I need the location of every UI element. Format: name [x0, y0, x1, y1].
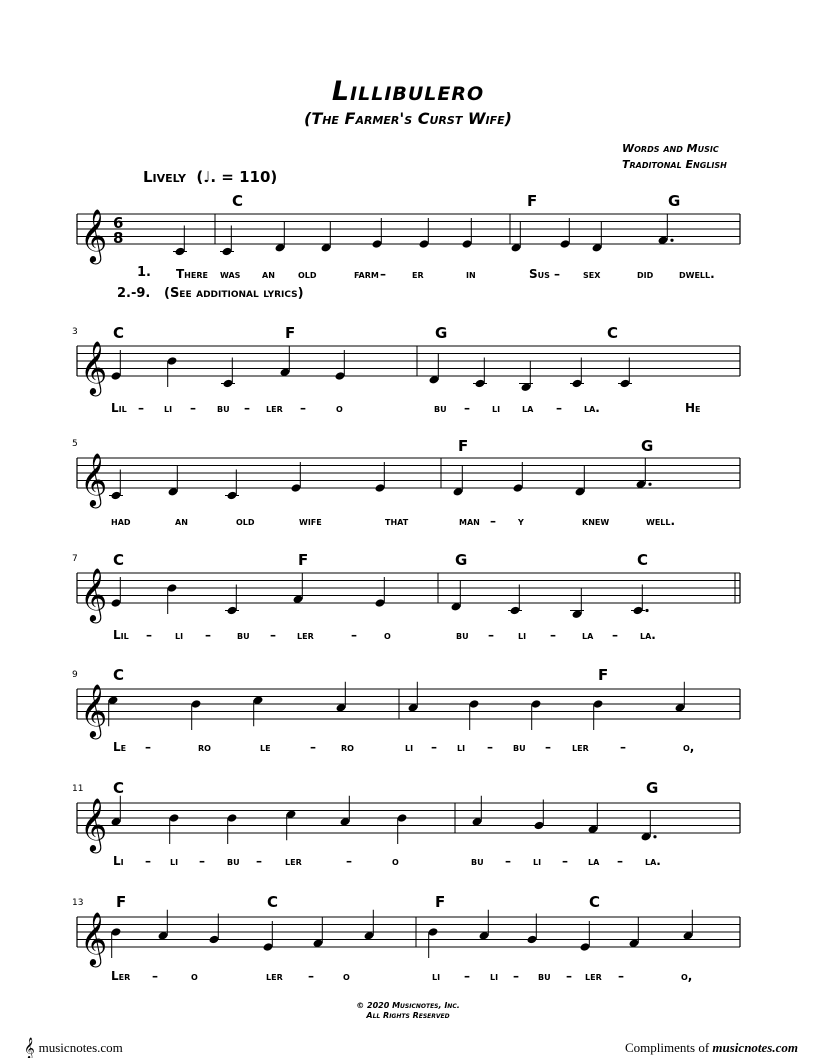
lyric-syllable: la — [522, 401, 534, 415]
chord-symbol: C — [113, 666, 125, 684]
lyric-syllable: o — [191, 969, 198, 983]
staff-system-6 — [72, 779, 740, 868]
note — [527, 914, 538, 945]
lyric-syllable: – — [346, 854, 352, 868]
chord-symbol: C — [113, 324, 125, 342]
staff-system-2 — [72, 324, 740, 415]
note — [293, 573, 304, 604]
lyric-syllable: li — [492, 401, 501, 415]
note — [428, 927, 439, 958]
note — [191, 699, 202, 730]
lyric-syllable: er — [412, 267, 424, 281]
lyric-syllable: – — [190, 401, 196, 415]
lyric-syllable: knew — [582, 514, 610, 528]
note — [473, 358, 487, 389]
chord-symbol: C — [113, 551, 125, 569]
lyric-syllable: li — [432, 969, 441, 983]
lyric-syllable: la. — [584, 401, 600, 415]
lyric-syllable: li — [490, 969, 499, 983]
note-dot — [670, 239, 673, 242]
lyric-syllable: li — [457, 740, 466, 754]
lyric-syllable: There — [176, 267, 208, 281]
chord-symbol: F — [598, 666, 609, 684]
lyric-syllable: – — [464, 401, 470, 415]
note — [225, 470, 239, 501]
note — [419, 218, 430, 249]
note — [397, 813, 408, 844]
lyric-syllable: ler — [266, 969, 283, 983]
note — [570, 588, 584, 619]
lyric-syllable: – — [618, 969, 624, 983]
lyric-syllable: la. — [640, 628, 656, 642]
lyric-syllable: Ler — [111, 969, 131, 983]
lyric-syllable: la. — [645, 854, 661, 868]
treble-clef-icon: 𝄞 — [80, 208, 108, 262]
measure-number: 11 — [72, 784, 84, 794]
note-dot — [648, 483, 651, 486]
lyric-syllable: an — [262, 267, 275, 281]
chord-symbol: G — [455, 551, 468, 569]
lyric-syllable: – — [620, 740, 626, 754]
note — [451, 581, 462, 612]
staff-system-4 — [72, 551, 740, 642]
lyric-syllable: – — [256, 854, 262, 868]
lyric-syllable: – — [199, 854, 205, 868]
lyric-syllable: was — [220, 267, 241, 281]
note — [220, 226, 234, 257]
lyric-syllable: Le — [113, 740, 127, 754]
lyric-syllable: – — [270, 628, 276, 642]
note — [335, 350, 346, 381]
note — [225, 585, 239, 616]
lyric-syllable: Lil — [113, 628, 129, 642]
note — [291, 462, 302, 493]
note — [519, 361, 533, 392]
note — [592, 222, 603, 253]
note — [472, 796, 483, 827]
footer-right-site: musicnotes.com — [712, 1040, 798, 1055]
chord-symbol: F — [458, 437, 469, 455]
lyric-syllable: – — [617, 854, 623, 868]
lyric-syllable: – — [490, 514, 496, 528]
copyright-line-1: © 2020 Musicnotes, Inc. — [356, 1001, 460, 1010]
lyric-syllable: bu — [227, 854, 240, 868]
lyric-syllable: o — [336, 401, 343, 415]
lyric-syllable: – — [464, 969, 470, 983]
see-additional-lyrics: (See additional lyrics) — [164, 286, 304, 301]
lyric-syllable: – — [505, 854, 511, 868]
note — [375, 462, 386, 493]
lyric-syllable: Li — [113, 854, 124, 868]
tempo-marking: Lively (♩. = 110) — [143, 168, 278, 186]
treble-clef-icon: 𝄞 — [80, 340, 108, 394]
song-subtitle: (The Farmer's Curst Wife) — [304, 109, 512, 128]
note — [631, 585, 649, 616]
lyric-syllable: man — [459, 514, 480, 528]
lyric-syllable: – — [308, 969, 314, 983]
lyric-syllable: farm — [354, 267, 379, 281]
lyric-syllable: – — [145, 740, 151, 754]
verse-label-1: 1. — [137, 265, 151, 280]
lyric-syllable: li — [405, 740, 414, 754]
note — [629, 917, 640, 948]
tempo-note-icon: ♩. — [203, 168, 217, 186]
lyric-syllable: ro — [198, 740, 211, 754]
note — [336, 682, 347, 713]
note-dot — [645, 609, 648, 612]
chord-symbol: F — [527, 192, 538, 210]
lyric-syllable: bu — [471, 854, 484, 868]
note — [111, 927, 122, 958]
note — [109, 470, 123, 501]
note — [618, 358, 632, 389]
note — [263, 921, 274, 952]
chord-symbol: C — [113, 779, 125, 797]
note — [588, 803, 599, 834]
treble-clef-icon: 𝄞 — [80, 683, 108, 737]
treble-clef-icon: 𝄞 — [80, 452, 108, 506]
note — [508, 585, 522, 616]
note — [167, 583, 178, 614]
chord-symbol: G — [435, 324, 448, 342]
lyric-syllable: li — [518, 628, 527, 642]
note — [111, 350, 122, 381]
lyric-syllable: old — [298, 267, 317, 281]
note — [469, 699, 480, 730]
lyric-syllable: – — [310, 740, 316, 754]
lyric-syllable: la — [588, 854, 600, 868]
lyric-syllable: bu — [456, 628, 469, 642]
copyright-line-2: All Rights Reserved — [366, 1011, 450, 1020]
chord-symbol: C — [232, 192, 244, 210]
measure-number: 9 — [72, 670, 78, 680]
lyric-syllable: – — [431, 740, 437, 754]
note — [158, 910, 169, 941]
lyric-syllable: – — [513, 969, 519, 983]
lyric-syllable: li — [164, 401, 173, 415]
lyric-syllable: – — [145, 854, 151, 868]
lyric-syllable: o — [384, 628, 391, 642]
verse-label-2: 2.-9. — [117, 286, 151, 301]
staff-system-7 — [72, 893, 740, 983]
footer-left — [24, 1040, 123, 1056]
footer-left-site: musicnotes.com — [38, 1040, 123, 1055]
note — [675, 682, 686, 713]
note — [683, 910, 694, 941]
time-signature-bottom: 8 — [113, 229, 124, 247]
note — [534, 800, 545, 831]
staff-system-3 — [72, 437, 740, 528]
note — [111, 577, 122, 608]
lyric-syllable: He — [685, 401, 701, 415]
note — [313, 917, 324, 948]
lyric-syllable: bu — [538, 969, 551, 983]
note — [280, 346, 291, 377]
note — [462, 218, 473, 249]
lyric-syllable: – — [612, 628, 618, 642]
lyric-syllable: Lil — [111, 401, 127, 415]
lyric-syllable: in — [466, 267, 476, 281]
note — [275, 222, 286, 253]
time-signature-top: 6 — [113, 214, 124, 232]
note — [408, 682, 419, 713]
credits-line-2: Traditonal English — [622, 158, 727, 171]
lyric-syllable: – — [146, 628, 152, 642]
lyric-syllable: ler — [572, 740, 589, 754]
note — [593, 699, 604, 730]
lyric-syllable: o, — [681, 969, 693, 983]
lyric-syllable: li — [170, 854, 179, 868]
note — [375, 577, 386, 608]
lyric-syllable: – — [556, 401, 562, 415]
chord-symbol: G — [668, 192, 681, 210]
note — [531, 699, 542, 730]
note — [286, 809, 297, 840]
lyric-syllable: – — [566, 969, 572, 983]
chord-symbol: F — [298, 551, 309, 569]
note — [511, 222, 522, 253]
note — [167, 356, 178, 387]
credits-line-1: Words and Music — [622, 142, 719, 155]
lyric-syllable: ro — [341, 740, 354, 754]
note — [636, 458, 652, 489]
lyric-syllable: la — [582, 628, 594, 642]
lyric-syllable: o — [343, 969, 350, 983]
chord-symbol: F — [435, 893, 446, 911]
lyric-syllable: bu — [513, 740, 526, 754]
lyric-syllable: – — [300, 401, 306, 415]
note — [658, 214, 674, 245]
note — [364, 910, 375, 941]
lyric-syllable: dwell. — [679, 267, 715, 281]
song-title: Lillibulero — [331, 76, 485, 107]
lyric-syllable: le — [260, 740, 271, 754]
lyric-syllable: bu — [237, 628, 250, 642]
measure-number: 13 — [72, 898, 84, 908]
lyric-syllable: – — [550, 628, 556, 642]
lyric-syllable: an — [175, 514, 188, 528]
note — [321, 222, 332, 253]
chord-symbol: G — [641, 437, 654, 455]
lyric-syllable: Sus — [529, 267, 550, 281]
treble-clef-icon: 𝄞 — [80, 567, 108, 621]
measure-number: 5 — [72, 439, 78, 449]
measure-number: 7 — [72, 554, 78, 564]
lyric-syllable: o — [392, 854, 399, 868]
note — [372, 218, 383, 249]
note — [173, 226, 187, 257]
lyric-syllable: – — [138, 401, 144, 415]
note — [580, 921, 591, 952]
note — [168, 466, 179, 497]
note — [479, 910, 490, 941]
lyric-syllable: did — [637, 267, 654, 281]
measure-number: 3 — [72, 327, 78, 337]
note — [560, 218, 571, 249]
note — [111, 796, 122, 827]
lyric-syllable: had — [111, 514, 131, 528]
lyric-syllable: ler — [585, 969, 602, 983]
lyric-syllable: o, — [683, 740, 695, 754]
lyric-syllable: bu — [434, 401, 447, 415]
musicnotes-logo-icon: 𝄞 — [24, 1038, 35, 1058]
note — [221, 358, 235, 389]
lyric-syllable: ler — [266, 401, 283, 415]
note — [641, 811, 657, 842]
tempo-word: Lively — [143, 168, 186, 186]
lyric-syllable: – — [351, 628, 357, 642]
lyric-syllable: sex — [583, 267, 601, 281]
lyric-syllable: – — [244, 401, 250, 415]
lyric-syllable: – — [562, 854, 568, 868]
lyric-syllable: – — [554, 267, 560, 281]
lyric-syllable: y — [518, 514, 524, 528]
chord-symbol: F — [116, 893, 127, 911]
lyric-syllable: li — [533, 854, 542, 868]
lyric-syllable: ler — [285, 854, 302, 868]
lyric-syllable: – — [152, 969, 158, 983]
note-dot — [653, 835, 656, 838]
note — [169, 813, 180, 844]
lyric-syllable: – — [205, 628, 211, 642]
lyric-syllable: well. — [646, 514, 676, 528]
footer-right-prefix: Compliments of — [625, 1040, 710, 1055]
note — [340, 796, 351, 827]
lyric-syllable: bu — [217, 401, 230, 415]
chord-symbol: C — [607, 324, 619, 342]
lyric-syllable: – — [380, 267, 386, 281]
note — [429, 354, 440, 385]
lyric-syllable: wife — [299, 514, 322, 528]
staff-system-5 — [72, 666, 740, 754]
chord-symbol: C — [589, 893, 601, 911]
lyric-syllable: old — [236, 514, 255, 528]
lyric-syllable: – — [488, 628, 494, 642]
lyric-syllable: ler — [297, 628, 314, 642]
note — [227, 813, 238, 844]
lyric-syllable: that — [385, 514, 409, 528]
note — [108, 695, 119, 726]
note — [570, 358, 584, 389]
note — [253, 695, 264, 726]
note — [209, 914, 220, 945]
copyright — [0, 1001, 816, 1021]
note — [575, 466, 586, 497]
chord-symbol: F — [285, 324, 296, 342]
footer-right — [625, 1040, 798, 1056]
chord-symbol: C — [637, 551, 649, 569]
staff-system-1 — [77, 192, 740, 281]
lyric-syllable: – — [545, 740, 551, 754]
chord-symbol: G — [646, 779, 659, 797]
lyric-syllable: li — [175, 628, 184, 642]
tempo-bpm: = 110 — [221, 168, 271, 186]
note — [453, 466, 464, 497]
note — [513, 462, 524, 493]
treble-clef-icon: 𝄞 — [80, 911, 108, 965]
lyric-syllable: – — [487, 740, 493, 754]
chord-symbol: C — [267, 893, 279, 911]
treble-clef-icon: 𝄞 — [80, 797, 108, 851]
